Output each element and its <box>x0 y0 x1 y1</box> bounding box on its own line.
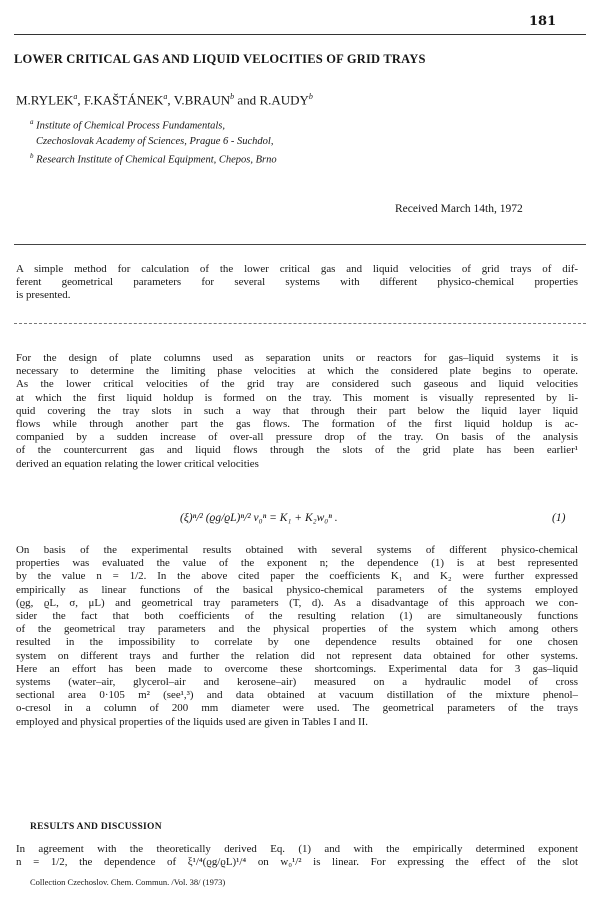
journal-footer: Collection Czechoslov. Chem. Commun. /Vol. 38/ (1973) <box>30 877 226 887</box>
body-line: by the value n = 1/2. In the above cited paper the coefficients K₁ and K₂ were further expressed <box>16 570 578 583</box>
header-rule <box>14 34 586 35</box>
body-line: systems (water–air, glycerol–air and kerosene–air) measured on a hydraulic model of cross <box>16 676 578 689</box>
affiliation-line: Czechoslovak Academy of Sciences, Prague 6 - Suchdol, <box>36 135 274 147</box>
body-line: o-cresol in a column of 200 mm diameter were used. The geometrical parameters of the trays <box>16 702 578 715</box>
results-paragraph <box>16 843 578 869</box>
author-list <box>16 92 313 108</box>
results-line: n = 1/2, the dependence of ξ¹/⁴(ϱg/ϱL)¹/⁴ on w₀¹/² is linear. For expressing the effect of the slot <box>16 856 578 869</box>
body-line: (ϱg, ϱL, σ, μL) and geometrical tray parameters (T, d). As a disadvantage of this approach we con- <box>16 596 578 609</box>
affiliation-line: Institute of Chemical Process Fundamentals, <box>36 120 226 132</box>
intro-line: necessary to determine the limiting phase velocities at which the considered plate begins to operate. <box>16 365 578 378</box>
body-line: Here an effort has been made to overcome these shortcomings. Experimental data for 3 gas–liquid <box>16 662 578 675</box>
abstract-line: is presented. <box>16 289 71 302</box>
affiliation-a <box>30 115 277 167</box>
author-name: R.AUDY <box>259 92 309 108</box>
intro-line: As the lower critical velocities of the grid tray are considered such gaseous and liquid velocities <box>16 378 578 391</box>
body-line: sectional area 0·105 m² (see¹,³) and data obtained at vacuum distillation of the mixture phenol– <box>16 689 578 702</box>
body-line: employed and physical properties of the liquids used are given in Tables I and II. <box>16 715 368 728</box>
abstract-top-rule <box>14 244 586 245</box>
body-line: sider the fact that both coefficients of the resulting relation (1) are simultaneously functions <box>16 610 578 623</box>
results-line: In agreement with the theoretically derived Eq. (1) and with the empirically determined exponent <box>16 843 578 855</box>
author-affiliation-mark: b <box>308 92 313 101</box>
abstract-bottom-rule <box>14 323 586 324</box>
intro-line: derived an equation relating the lower critical velocities <box>16 457 259 470</box>
paper-title: LOWER CRITICAL GAS AND LIQUID VELOCITIES OF GRID TRAYS <box>14 52 426 66</box>
affiliation-mark: b <box>30 151 34 160</box>
body-line: of the geometrical tray parameters and the physical properties of the system which among others <box>16 623 578 636</box>
intro-line: For the design of plate columns used as separation units or reactors for gas–liquid systems it is <box>16 352 578 364</box>
body-line: On basis of the experimental results obtained with several systems of different physico-chemical <box>16 544 578 556</box>
affiliation-line: Research Institute of Chemical Equipment, Chepos, Brno <box>36 154 277 165</box>
author-affiliation-mark: b <box>230 92 235 101</box>
author-affiliation-mark: a <box>163 92 168 101</box>
intro-line: companied by a sudden increase of over-all pressure drop of the tray. On basis of the analysis <box>16 431 578 444</box>
affiliation-mark: a <box>30 118 34 126</box>
body-line: empirically as linear functions of the basical physico-chemical parameters of the systems employed <box>16 583 578 596</box>
author-name: F.KAŠTÁNEK <box>83 92 164 108</box>
equation-number: (1) <box>552 512 566 524</box>
intro-line: of the countercurrent gas and liquid flows through the slots of the grid plate has been earlier¹ <box>16 444 578 457</box>
body-line: properties was evaluated the value of the exponent n; the dependence (1) is at best represented <box>16 557 578 570</box>
author-name: V.BRAUN <box>173 92 231 108</box>
intro-paragraph <box>16 352 578 471</box>
body-line: system on different trays and further the relation did not represent data obtained for other systems. <box>16 649 578 662</box>
author-affiliation-mark: a <box>73 92 78 101</box>
abstract-line: A simple method for calculation of the lower critical gas and liquid velocities of grid trays of dif- <box>16 263 578 275</box>
intro-line: quid covering the tray slots in such a way that through their part below the liquid layer liquid <box>16 404 578 417</box>
body-paragraph <box>16 544 578 729</box>
abstract <box>16 263 578 303</box>
page-number: 181 <box>529 14 557 29</box>
intro-line: at which the first liquid holdup is formed on the tray. This moment is visually represented by li- <box>16 391 578 404</box>
author-separator: and <box>234 92 260 108</box>
author-separator: , <box>167 92 174 108</box>
received-date: Received March 14th, 1972 <box>395 203 523 215</box>
intro-line: flows while through another part the gas flows. The formation of the first liquid holdup is ac- <box>16 418 578 431</box>
abstract-line: ferent geometrical parameters for several systems with different physico-chemical properties <box>16 276 578 289</box>
author-separator: , <box>77 92 84 108</box>
section-heading: RESULTS AND DISCUSSION <box>30 822 162 832</box>
author-name: M.RYLEK <box>16 92 74 108</box>
body-line: resulted in the impossibility to correlate by one dependence results obtained for one chosen <box>16 636 578 649</box>
equation-1: (ξ)ⁿ/² (ϱg/ϱL)ⁿ/² v₀ⁿ = K₁ + K₂w₀ⁿ . <box>180 512 338 524</box>
